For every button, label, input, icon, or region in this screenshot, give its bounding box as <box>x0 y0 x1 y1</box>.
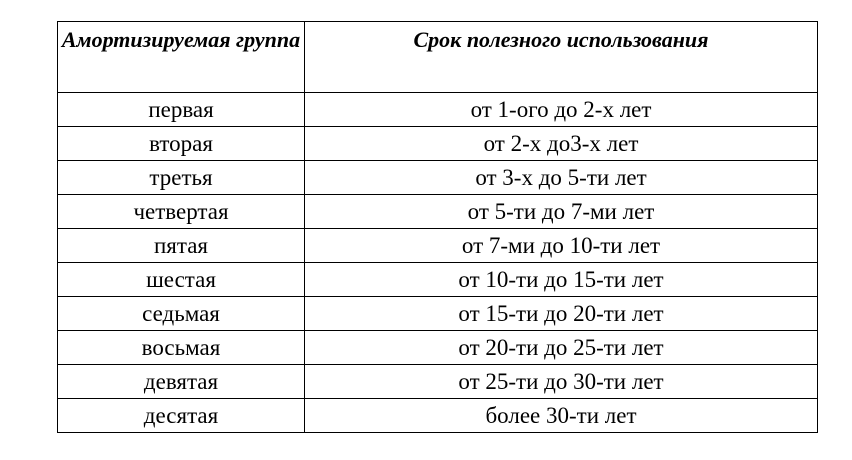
period-cell: от 7-ми до 10-ти лет <box>305 229 818 263</box>
group-cell: вторая <box>58 127 305 161</box>
table-row <box>58 365 818 399</box>
depreciation-groups-table <box>57 21 818 433</box>
header-group: Амортизируемая группа <box>58 22 305 93</box>
table-row <box>58 297 818 331</box>
period-cell: от 3-х до 5-ти лет <box>305 161 818 195</box>
period-cell: от 20-ти до 25-ти лет <box>305 331 818 365</box>
period-cell: более 30-ти лет <box>305 399 818 433</box>
group-cell: десятая <box>58 399 305 433</box>
table-row <box>58 399 818 433</box>
group-cell: седьмая <box>58 297 305 331</box>
period-cell: от 5-ти до 7-ми лет <box>305 195 818 229</box>
header-row <box>58 22 818 93</box>
header-period: Срок полезного использования <box>305 22 818 93</box>
period-cell: от 15-ти до 20-ти лет <box>305 297 818 331</box>
table-row <box>58 127 818 161</box>
group-cell: четвертая <box>58 195 305 229</box>
table-row <box>58 195 818 229</box>
group-cell: девятая <box>58 365 305 399</box>
table-row <box>58 331 818 365</box>
group-cell: пятая <box>58 229 305 263</box>
table-row <box>58 229 818 263</box>
period-cell: от 25-ти до 30-ти лет <box>305 365 818 399</box>
table-row <box>58 161 818 195</box>
group-cell: восьмая <box>58 331 305 365</box>
table-row <box>58 263 818 297</box>
group-cell: шестая <box>58 263 305 297</box>
period-cell: от 10-ти до 15-ти лет <box>305 263 818 297</box>
table-row <box>58 93 818 127</box>
group-cell: третья <box>58 161 305 195</box>
period-cell: от 1-ого до 2-х лет <box>305 93 818 127</box>
group-cell: первая <box>58 93 305 127</box>
period-cell: от 2-х до3-х лет <box>305 127 818 161</box>
